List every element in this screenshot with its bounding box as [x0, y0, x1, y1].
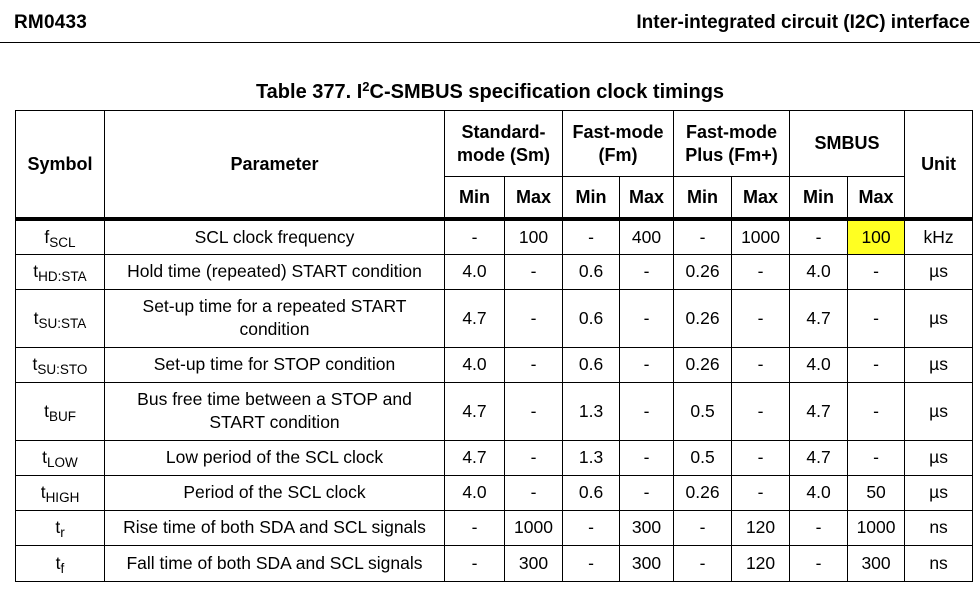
value-cell: -: [732, 382, 790, 440]
symbol-subscript: f: [60, 560, 65, 576]
header-rule: [0, 42, 980, 43]
parameter-cell: [105, 254, 445, 289]
value-cell: 0.26: [674, 475, 732, 510]
value-cell: 0.6: [563, 475, 620, 510]
symbol-cell: [16, 219, 105, 254]
value-cell: 1.3: [563, 382, 620, 440]
unit-cell: µs: [905, 440, 973, 475]
value-cell: 1000: [848, 510, 905, 545]
symbol-subscript: HD:STA: [38, 269, 87, 284]
parameter-text: Fall time of both SDA and SCL signals: [126, 552, 423, 573]
col-header-min: Min: [674, 177, 732, 220]
value-cell: -: [848, 289, 905, 347]
value-cell: 4.7: [445, 289, 505, 347]
table-row: [16, 289, 973, 347]
parameter-cell: [105, 289, 445, 347]
unit-cell: kHz: [905, 219, 973, 254]
symbol-subscript: SU:STO: [37, 362, 88, 377]
symbol-cell: [16, 510, 105, 545]
value-cell: 4.7: [445, 382, 505, 440]
value-cell: -: [505, 254, 563, 289]
symbol-letter: t: [42, 447, 48, 467]
col-header-standard-mode: [445, 111, 563, 177]
symbol-subscript: HIGH: [45, 490, 80, 505]
value-cell: 4.0: [790, 347, 848, 382]
table-row: [16, 382, 973, 440]
symbol-letter: f: [44, 226, 50, 247]
symbol-letter: t: [32, 354, 38, 374]
value-cell: -: [505, 475, 563, 510]
value-cell: -: [620, 289, 674, 347]
value-cell: -: [674, 545, 732, 581]
fastplus-line1: Fast-mode: [686, 121, 778, 142]
value-cell: -: [445, 219, 505, 254]
value-cell: -: [732, 289, 790, 347]
parameter-text: Rise time of both SDA and SCL signals: [123, 517, 426, 537]
fastplus-line2: Plus (Fm+): [685, 144, 778, 165]
value-cell: 4.0: [790, 475, 848, 510]
value-cell: 0.26: [674, 254, 732, 289]
col-header-min: Min: [445, 177, 505, 220]
value-cell: -: [563, 545, 620, 581]
symbol-cell: [16, 382, 105, 440]
value-cell: 1000: [505, 510, 563, 545]
value-cell: 120: [732, 510, 790, 545]
col-header-min: Min: [563, 177, 620, 220]
value-cell: -: [445, 510, 505, 545]
parameter-cell: [105, 510, 445, 545]
col-header-unit: Unit: [905, 111, 973, 220]
value-cell: 4.7: [790, 382, 848, 440]
value-cell: 300: [848, 545, 905, 581]
value-cell: -: [674, 510, 732, 545]
parameter-cell: [105, 219, 445, 254]
value-cell: 4.7: [445, 440, 505, 475]
standard-line1: Standard-: [461, 121, 546, 142]
value-cell: -: [563, 510, 620, 545]
unit-cell: µs: [905, 254, 973, 289]
unit-cell: µs: [905, 382, 973, 440]
parameter-cell: [105, 440, 445, 475]
value-cell: -: [445, 545, 505, 581]
value-cell: 100: [505, 219, 563, 254]
parameter-cell: [105, 382, 445, 440]
value-cell: -: [620, 382, 674, 440]
value-cell: 0.5: [674, 382, 732, 440]
table-row: [16, 254, 973, 289]
header-row-1: [16, 111, 973, 177]
value-cell: -: [848, 347, 905, 382]
value-cell: 300: [620, 510, 674, 545]
value-cell: -: [505, 440, 563, 475]
col-header-max: Max: [732, 177, 790, 220]
value-cell: 0.6: [563, 254, 620, 289]
parameter-text: Low period of the SCL clock: [165, 447, 384, 467]
col-header-min: Min: [790, 177, 848, 220]
parameter-cell: [105, 347, 445, 382]
symbol-subscript: SCL: [49, 234, 76, 250]
value-cell: -: [732, 440, 790, 475]
table-row: [16, 440, 973, 475]
parameter-text: SCL clock frequency: [194, 226, 355, 247]
unit-cell: ns: [905, 545, 973, 581]
timing-table: [15, 110, 973, 582]
col-header-smbus: SMBUS: [790, 111, 905, 177]
col-header-max: Max: [620, 177, 674, 220]
parameter-text: Bus free time between a STOP and: [137, 389, 412, 409]
document-id: RM0433: [14, 12, 88, 33]
table-row: [16, 510, 973, 545]
value-cell: -: [505, 382, 563, 440]
symbol-letter: t: [33, 261, 39, 281]
value-cell: 4.0: [445, 254, 505, 289]
value-cell: -: [732, 254, 790, 289]
parameter-cell: [105, 475, 445, 510]
table-caption: [0, 80, 980, 104]
value-cell: 0.5: [674, 440, 732, 475]
value-cell: 1.3: [563, 440, 620, 475]
value-cell: -: [563, 219, 620, 254]
parameter-cell: [105, 545, 445, 581]
parameter-text: Set-up time for STOP condition: [153, 354, 396, 374]
col-header-parameter: Parameter: [105, 111, 445, 220]
value-cell: -: [790, 545, 848, 581]
unit-cell: µs: [905, 475, 973, 510]
value-cell: -: [505, 289, 563, 347]
symbol-cell: [16, 545, 105, 581]
value-cell: -: [732, 475, 790, 510]
value-cell: -: [620, 440, 674, 475]
symbol-subscript: BUF: [48, 408, 76, 424]
parameter-text: Set-up time for a repeated START: [142, 296, 407, 316]
value-cell: 4.0: [445, 347, 505, 382]
value-cell: -: [848, 254, 905, 289]
parameter-text: Period of the SCL clock: [183, 482, 366, 502]
caption-superscript: 2: [362, 79, 370, 94]
fast-line1: Fast-mode: [572, 121, 664, 142]
value-cell: 1000: [732, 219, 790, 254]
value-cell: -: [848, 440, 905, 475]
value-cell: 4.7: [790, 440, 848, 475]
value-cell: -: [620, 254, 674, 289]
value-cell: -: [505, 347, 563, 382]
symbol-letter: t: [55, 517, 61, 537]
col-header-fast-mode: [563, 111, 674, 177]
table-body: [16, 219, 973, 581]
value-cell: 4.7: [790, 289, 848, 347]
value-cell: 300: [505, 545, 563, 581]
fast-line2: (Fm): [598, 144, 638, 165]
symbol-letter: t: [40, 482, 46, 502]
symbol-cell: [16, 289, 105, 347]
symbol-subscript: LOW: [47, 455, 78, 470]
value-cell: 0.26: [674, 347, 732, 382]
value-cell: -: [790, 510, 848, 545]
symbol-letter: t: [33, 307, 39, 328]
symbol-subscript: r: [60, 525, 65, 540]
value-cell: 100: [848, 219, 905, 254]
symbol-cell: [16, 475, 105, 510]
value-cell: 0.26: [674, 289, 732, 347]
value-cell: -: [790, 219, 848, 254]
table-row: [16, 219, 973, 254]
table-row: [16, 347, 973, 382]
symbol-cell: [16, 347, 105, 382]
section-title: Inter-integrated circuit (I2C) interface: [636, 12, 970, 33]
value-cell: 4.0: [790, 254, 848, 289]
col-header-fast-mode-plus: [674, 111, 790, 177]
parameter-text: condition: [239, 319, 310, 339]
symbol-subscript: SU:STA: [38, 315, 87, 331]
value-cell: -: [848, 382, 905, 440]
symbol-cell: [16, 440, 105, 475]
value-cell: 0.6: [563, 347, 620, 382]
value-cell: 4.0: [445, 475, 505, 510]
value-cell: 120: [732, 545, 790, 581]
value-cell: -: [620, 475, 674, 510]
value-cell: 0.6: [563, 289, 620, 347]
value-cell: 50: [848, 475, 905, 510]
value-cell: -: [732, 347, 790, 382]
symbol-letter: t: [44, 400, 49, 421]
value-cell: -: [620, 347, 674, 382]
parameter-text: Hold time (repeated) START condition: [127, 261, 422, 281]
value-cell: 400: [620, 219, 674, 254]
caption-suffix: C-SMBUS specification clock timings: [369, 81, 725, 103]
symbol-letter: t: [55, 552, 61, 573]
col-header-max: Max: [848, 177, 905, 220]
caption-prefix: Table 377. I: [255, 81, 363, 103]
table-row: [16, 545, 973, 581]
col-header-symbol: Symbol: [16, 111, 105, 220]
value-cell: -: [674, 219, 732, 254]
symbol-cell: [16, 254, 105, 289]
unit-cell: µs: [905, 289, 973, 347]
unit-cell: ns: [905, 510, 973, 545]
standard-line2: mode (Sm): [457, 144, 551, 165]
col-header-max: Max: [505, 177, 563, 220]
value-cell: 300: [620, 545, 674, 581]
table-row: [16, 475, 973, 510]
unit-cell: µs: [905, 347, 973, 382]
parameter-text: START condition: [209, 412, 340, 432]
